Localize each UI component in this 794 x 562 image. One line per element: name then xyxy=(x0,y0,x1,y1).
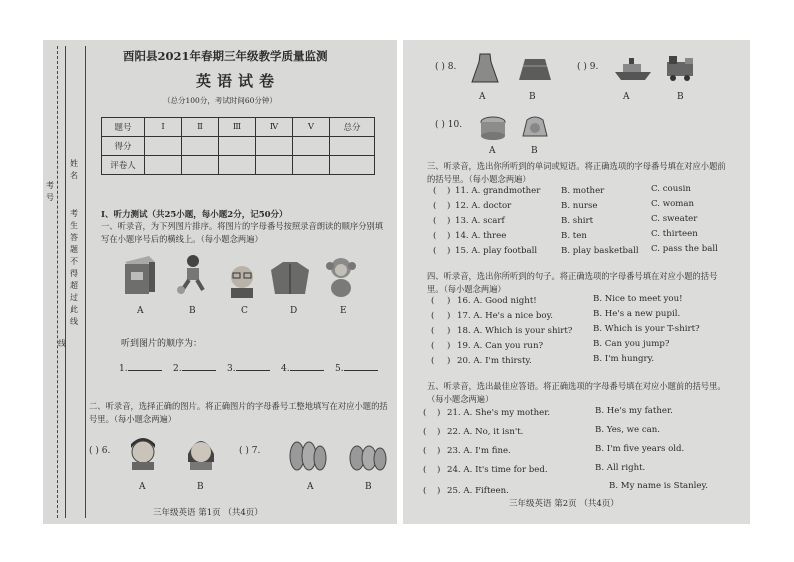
picture-letter-a: A xyxy=(137,306,144,316)
picture-cake xyxy=(479,114,507,140)
answer-bracket-close: ) xyxy=(447,216,451,226)
answer-bracket[interactable]: ( xyxy=(431,326,435,336)
answer-bracket-close: ) xyxy=(447,356,451,366)
exam-meta: （总分100分，考试时间60分钟） xyxy=(163,96,277,105)
blank-number: 1. xyxy=(119,364,128,374)
answer-bracket[interactable]: ( xyxy=(431,341,435,351)
answer-bracket[interactable]: ( xyxy=(423,446,427,456)
answer-bracket[interactable]: ( xyxy=(433,231,437,241)
part1-instructions: 一、听录音，为下列图片排序。将图片的字母番号按照录音朗读的顺序分别填写在小题序号后的横线上。（每小题念两遍） xyxy=(101,221,384,244)
answer-blank-1[interactable] xyxy=(119,364,162,374)
part5-instructions: 五、听录音，选出最佳应答语。将正确选项的字母番号填在对应小题前的括号里。（每小题念两遍） xyxy=(427,381,726,404)
answer-bracket-close: ) xyxy=(437,465,441,475)
q13-option-c: C. sweater xyxy=(651,214,698,224)
q20-option-b: B. I'm hungry. xyxy=(593,354,655,364)
q16-option-b: B. Nice to meet you! xyxy=(593,294,683,304)
table-cell xyxy=(256,137,293,156)
q11-option-b: B. mother xyxy=(561,186,605,196)
table-cell: 评卷人 xyxy=(102,156,145,175)
q15-option-c: C. pass the ball xyxy=(651,244,718,254)
page-footer: 三年级英语 第2页 （共4页） xyxy=(509,499,619,509)
answer-bracket[interactable]: ( xyxy=(433,186,437,196)
q13-option-a: 13. A. scarf xyxy=(455,216,505,226)
name-label: 姓名 xyxy=(70,159,78,180)
q22-option-a: 22. A. No, it isn't. xyxy=(447,427,524,437)
answer-bracket-close: ) xyxy=(447,231,451,241)
table-cell xyxy=(219,137,256,156)
picture-letter-c: C xyxy=(241,306,248,316)
q24-option-b: B. All right. xyxy=(595,463,646,473)
table-cell xyxy=(293,137,330,156)
q21-option-b: B. He's my father. xyxy=(595,406,673,416)
picture-letter-b: B xyxy=(189,306,196,316)
option-8a: A xyxy=(479,92,486,102)
table-cell xyxy=(330,156,375,175)
answer-bracket-close: ) xyxy=(447,296,451,306)
blank-number: 3. xyxy=(227,364,236,374)
answer-bracket-close: ) xyxy=(437,486,441,496)
table-cell xyxy=(182,137,219,156)
score-table-header xyxy=(102,118,375,137)
q12-option-c: C. woman xyxy=(651,199,695,209)
line-label: 线 xyxy=(58,339,66,348)
q22-option-b: B. Yes, we can. xyxy=(595,425,661,435)
picture-mooncake xyxy=(521,114,549,140)
table-cell: Ⅲ xyxy=(219,118,256,137)
q12-option-a: 12. A. doctor xyxy=(455,201,512,211)
part4-instructions: 四、听录音，选出你所听到的句子。将正确选项的字母番号填在对应小题的括号里。（每小题念两遍） xyxy=(427,271,718,294)
table-cell xyxy=(145,156,182,175)
question-6[interactable]: ( ) 6. xyxy=(89,446,111,456)
table-cell xyxy=(330,137,375,156)
option-7b: B xyxy=(365,482,372,492)
q23-option-a: 23. A. I'm fine. xyxy=(447,446,511,456)
q25-option-a: 25. A. Fifteen. xyxy=(447,486,509,496)
answer-bracket[interactable]: ( xyxy=(431,296,435,306)
exam-subtitle: 英语试卷 xyxy=(196,72,281,90)
q25-option-b: B. My name is Stanley. xyxy=(609,481,708,491)
page-footer: 三年级英语 第1页 （共4页） xyxy=(153,508,263,518)
table-cell: Ⅴ xyxy=(293,118,330,137)
picture-child-kicking xyxy=(175,254,207,296)
table-row xyxy=(102,156,375,175)
table-cell xyxy=(182,156,219,175)
blank-number: 2. xyxy=(173,364,182,374)
answer-bracket[interactable]: ( xyxy=(433,246,437,256)
table-cell: Ⅰ xyxy=(145,118,182,137)
table-cell xyxy=(256,156,293,175)
option-9b: B xyxy=(677,92,684,102)
picture-grandpa xyxy=(227,264,257,298)
q18-option-a: 18. A. Which is your shirt? xyxy=(457,326,573,336)
table-cell xyxy=(145,137,182,156)
answer-bracket-close: ) xyxy=(437,446,441,456)
picture-letter-d: D xyxy=(290,306,298,316)
q19-option-b: B. Can you jump? xyxy=(593,339,670,349)
answer-bracket-close: ) xyxy=(437,408,441,418)
picture-skirt xyxy=(517,56,553,82)
answer-bracket[interactable]: ( xyxy=(431,311,435,321)
q11-option-a: 11. A. grandmother xyxy=(455,186,541,196)
q13-option-b: B. shirt xyxy=(561,216,594,226)
table-cell: Ⅱ xyxy=(182,118,219,137)
answer-blank-4[interactable] xyxy=(281,364,324,374)
table-cell xyxy=(219,156,256,175)
question-8[interactable]: ( ) 8. xyxy=(435,62,457,72)
exam-number-label: 考号 xyxy=(46,181,54,202)
boundary-notice: 考生答题不得超过此线 xyxy=(70,209,78,326)
answer-bracket-close: ) xyxy=(437,427,441,437)
table-cell: 题号 xyxy=(102,118,145,137)
option-8b: B xyxy=(529,92,536,102)
section1-heading: Ⅰ、听力测试（共25小题，每小题2分，记50分） xyxy=(101,210,288,220)
answer-bracket[interactable]: ( xyxy=(423,427,427,437)
q16-option-a: 16. A. Good night! xyxy=(457,296,537,306)
answer-bracket-close: ) xyxy=(447,341,451,351)
answer-bracket[interactable]: ( xyxy=(423,486,427,496)
picture-box xyxy=(121,252,157,296)
picture-jacket xyxy=(269,258,311,298)
answer-blank-5[interactable] xyxy=(335,364,378,374)
q14-option-b: B. ten xyxy=(561,231,587,241)
q15-option-b: B. play basketball xyxy=(561,246,639,256)
question-9[interactable]: ( ) 9. xyxy=(577,62,599,72)
picture-train xyxy=(663,54,703,82)
q21-option-a: 21. A. She's my mother. xyxy=(447,408,551,418)
picture-dress xyxy=(471,52,499,84)
picture-letter-e: E xyxy=(340,306,347,316)
q23-option-b: B. I'm five years old. xyxy=(595,444,685,454)
question-7[interactable]: ( ) 7. xyxy=(239,446,261,456)
q20-option-a: 20. A. I'm thirsty. xyxy=(457,356,532,366)
question-10[interactable]: ( ) 10. xyxy=(435,120,463,130)
cut-line xyxy=(57,46,58,518)
exam-page-1 xyxy=(43,40,397,524)
q12-option-b: B. nurse xyxy=(561,201,598,211)
answer-bracket-close: ) xyxy=(447,186,451,196)
answer-bracket[interactable]: ( xyxy=(423,408,427,418)
exam-page-2 xyxy=(403,40,750,524)
picture-woman-face xyxy=(185,434,217,470)
answer-blank-3[interactable] xyxy=(227,364,270,374)
picture-monkey xyxy=(323,256,359,298)
q18-option-b: B. Which is your T-shirt? xyxy=(593,324,700,334)
q19-option-a: 19. A. Can you run? xyxy=(457,341,544,351)
q14-option-a: 14. A. three xyxy=(455,231,507,241)
answer-bracket[interactable]: ( xyxy=(431,356,435,366)
q24-option-a: 24. A. It's time for bed. xyxy=(447,465,548,475)
picture-tall-animals xyxy=(287,434,327,472)
answer-bracket[interactable]: ( xyxy=(433,201,437,211)
table-cell: 得分 xyxy=(102,137,145,156)
part3-instructions: 三、听录音，选出你所听到的单词或短语。将正确选项的字母番号填在对应小题前的括号里。（每小题念两遍） xyxy=(427,161,726,184)
margin-line xyxy=(85,46,86,518)
answer-blank-2[interactable] xyxy=(173,364,216,374)
margin-line xyxy=(65,46,66,518)
picture-short-animals xyxy=(347,434,387,472)
part2-instructions: 二、听录音，选择正确的图片。将正确图片的字母番号工整地填写在对应小题的括号里。（每小题念两遍） xyxy=(89,401,388,424)
picture-ship xyxy=(613,56,653,82)
blank-number: 5. xyxy=(335,364,344,374)
option-10a: A xyxy=(489,146,496,156)
q11-option-c: C. cousin xyxy=(651,184,691,194)
option-6a: A xyxy=(139,482,146,492)
q15-option-a: 15. A. play football xyxy=(455,246,538,256)
answer-bracket-close: ) xyxy=(447,311,451,321)
option-7a: A xyxy=(307,482,314,492)
q17-option-b: B. He's a new pupil. xyxy=(593,309,681,319)
answer-bracket[interactable]: ( xyxy=(433,216,437,226)
order-label: 听到图片的顺序为： xyxy=(121,339,203,349)
table-cell: 总分 xyxy=(330,118,375,137)
score-table xyxy=(101,117,375,175)
table-cell xyxy=(293,156,330,175)
answer-bracket[interactable]: ( xyxy=(423,465,427,475)
option-10b: B xyxy=(531,146,538,156)
table-cell: Ⅳ xyxy=(256,118,293,137)
answer-bracket-close: ) xyxy=(447,201,451,211)
exam-title: 酉阳县2021年春期三年级教学质量监测 xyxy=(123,49,328,63)
picture-boy-face xyxy=(127,434,159,470)
answer-bracket-close: ) xyxy=(447,326,451,336)
option-6b: B xyxy=(197,482,204,492)
table-row xyxy=(102,137,375,156)
q14-option-c: C. thirteen xyxy=(651,229,698,239)
answer-bracket-close: ) xyxy=(447,246,451,256)
blank-number: 4. xyxy=(281,364,290,374)
option-9a: A xyxy=(623,92,630,102)
q17-option-a: 17. A. He's a nice boy. xyxy=(457,311,554,321)
